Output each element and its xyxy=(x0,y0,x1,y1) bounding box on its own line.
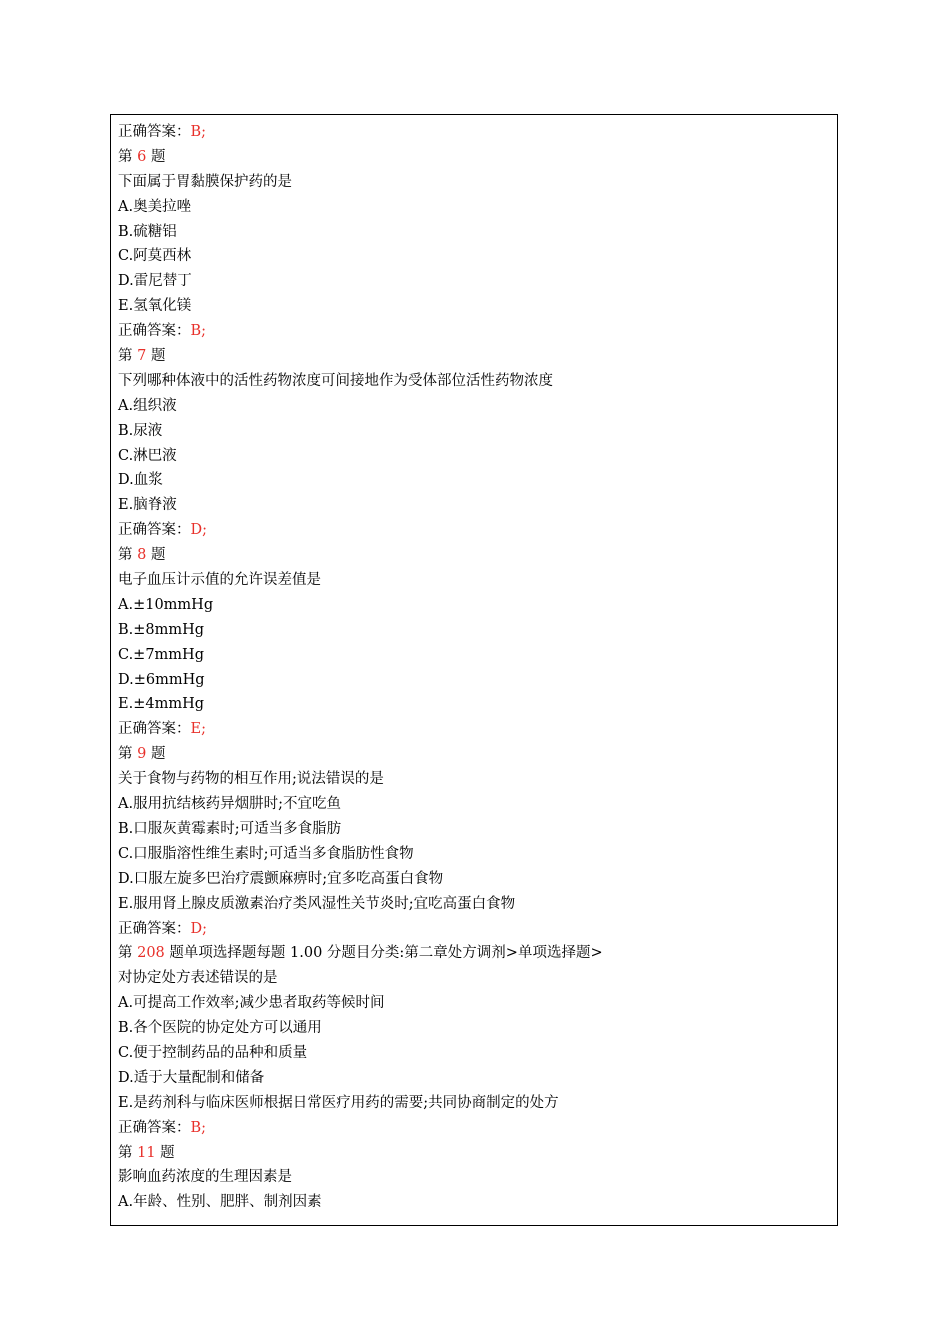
answer-value: B; xyxy=(190,323,207,340)
option-line: E.服用肾上腺皮质激素治疗类风湿性关节炎时;宜吃高蛋白食物 xyxy=(118,895,516,912)
option-line: A.±10mmHg xyxy=(118,596,214,613)
question-header xyxy=(118,145,837,170)
correct-answer-line xyxy=(118,1116,837,1141)
question-text: 下列哪种体液中的活性药物浓度可间接地作为受体部位活性药物浓度 xyxy=(118,372,553,389)
question-suffix: 题 xyxy=(150,746,166,763)
option-line: D.血浆 xyxy=(118,472,163,489)
option-line: C.±7mmHg xyxy=(118,646,204,663)
question-number: 208 xyxy=(137,945,165,962)
question-prefix: 第 xyxy=(118,1144,133,1161)
question-content-box xyxy=(110,114,838,1226)
correct-answer-line xyxy=(118,319,837,344)
question-text: 对协定处方表述错误的是 xyxy=(118,970,278,987)
option-line: C.便于控制药品的品种和质量 xyxy=(118,1044,308,1061)
question-prefix: 第 xyxy=(118,945,133,962)
question-text: 电子血压计示值的允许误差值是 xyxy=(118,572,321,589)
answer-label: 正确答案： xyxy=(118,124,191,140)
answer-value: D; xyxy=(190,920,208,937)
option-line: E.是药剂科与临床医师根据日常医疗用药的需要;共同协商制定的处方 xyxy=(118,1094,559,1111)
option-line: B.尿液 xyxy=(118,422,163,439)
question-header xyxy=(118,941,837,966)
question-prefix: 第 xyxy=(118,148,133,165)
question-suffix: 题 xyxy=(150,348,166,365)
option-line: D.口服左旋多巴治疗震颤麻痹时;宜多吃高蛋白食物 xyxy=(118,870,444,887)
option-line: A.奥美拉唑 xyxy=(118,198,192,215)
answer-label: 正确答案： xyxy=(118,323,191,340)
answer-value: E; xyxy=(190,721,206,738)
option-line: B.各个医院的协定处方可以通用 xyxy=(118,1020,322,1037)
option-line: D.适于大量配制和储备 xyxy=(118,1069,265,1086)
option-line: A.组织液 xyxy=(118,397,177,414)
answer-value: B; xyxy=(190,1119,207,1136)
question-header xyxy=(118,543,837,568)
correct-answer-line xyxy=(118,120,837,145)
option-line: B.±8mmHg xyxy=(118,621,205,638)
answer-label: 正确答案： xyxy=(118,920,191,937)
question-suffix: 题 xyxy=(150,148,166,165)
option-line: B.硫糖铝 xyxy=(118,223,177,240)
question-header xyxy=(118,742,837,767)
question-suffix: 题 xyxy=(160,1144,175,1161)
question-suffix: 题单项选择题每题 1.00 分题目分类:第二章处方调剂>单项选择题> xyxy=(169,945,603,962)
answer-label: 正确答案： xyxy=(118,721,191,738)
option-line: A.可提高工作效率;减少患者取药等候时间 xyxy=(118,995,385,1012)
question-number: 6 xyxy=(137,148,147,165)
question-number: 9 xyxy=(137,746,147,763)
option-line: D.±6mmHg xyxy=(118,671,205,688)
answer-value: B; xyxy=(190,124,207,140)
option-line: A.服用抗结核药异烟肼时;不宜吃鱼 xyxy=(118,796,341,813)
answer-value: D; xyxy=(190,522,208,539)
question-number: 8 xyxy=(137,547,147,564)
question-header xyxy=(118,344,837,369)
question-number: 11 xyxy=(137,1144,156,1161)
answer-label: 正确答案： xyxy=(118,1119,191,1136)
option-line: E.±4mmHg xyxy=(118,696,204,713)
question-suffix: 题 xyxy=(150,547,166,564)
question-header xyxy=(118,1141,837,1166)
question-prefix: 第 xyxy=(118,348,133,365)
option-line: C.淋巴液 xyxy=(118,447,177,464)
question-text: 关于食物与药物的相互作用;说法错误的是 xyxy=(118,771,384,788)
option-line: C.阿莫西林 xyxy=(118,248,192,265)
answer-label: 正确答案： xyxy=(118,522,191,539)
correct-answer-line xyxy=(118,717,837,742)
correct-answer-line xyxy=(118,917,837,942)
option-line: A.年龄、性别、肥胖、制剂因素 xyxy=(118,1194,322,1211)
option-line: D.雷尼替丁 xyxy=(118,273,192,290)
question-text: 影响血药浓度的生理因素是 xyxy=(118,1169,292,1186)
option-line: B.口服灰黄霉素时;可适当多食脂肪 xyxy=(118,820,342,837)
question-text: 下面属于胃黏膜保护药的是 xyxy=(118,173,292,190)
question-prefix: 第 xyxy=(118,746,133,763)
option-line: E.氢氧化镁 xyxy=(118,298,192,315)
correct-answer-line xyxy=(118,518,837,543)
option-line: C.口服脂溶性维生素时;可适当多食脂肪性食物 xyxy=(118,845,414,862)
option-line: E.脑脊液 xyxy=(118,497,177,514)
question-number: 7 xyxy=(137,348,147,365)
question-prefix: 第 xyxy=(118,547,133,564)
